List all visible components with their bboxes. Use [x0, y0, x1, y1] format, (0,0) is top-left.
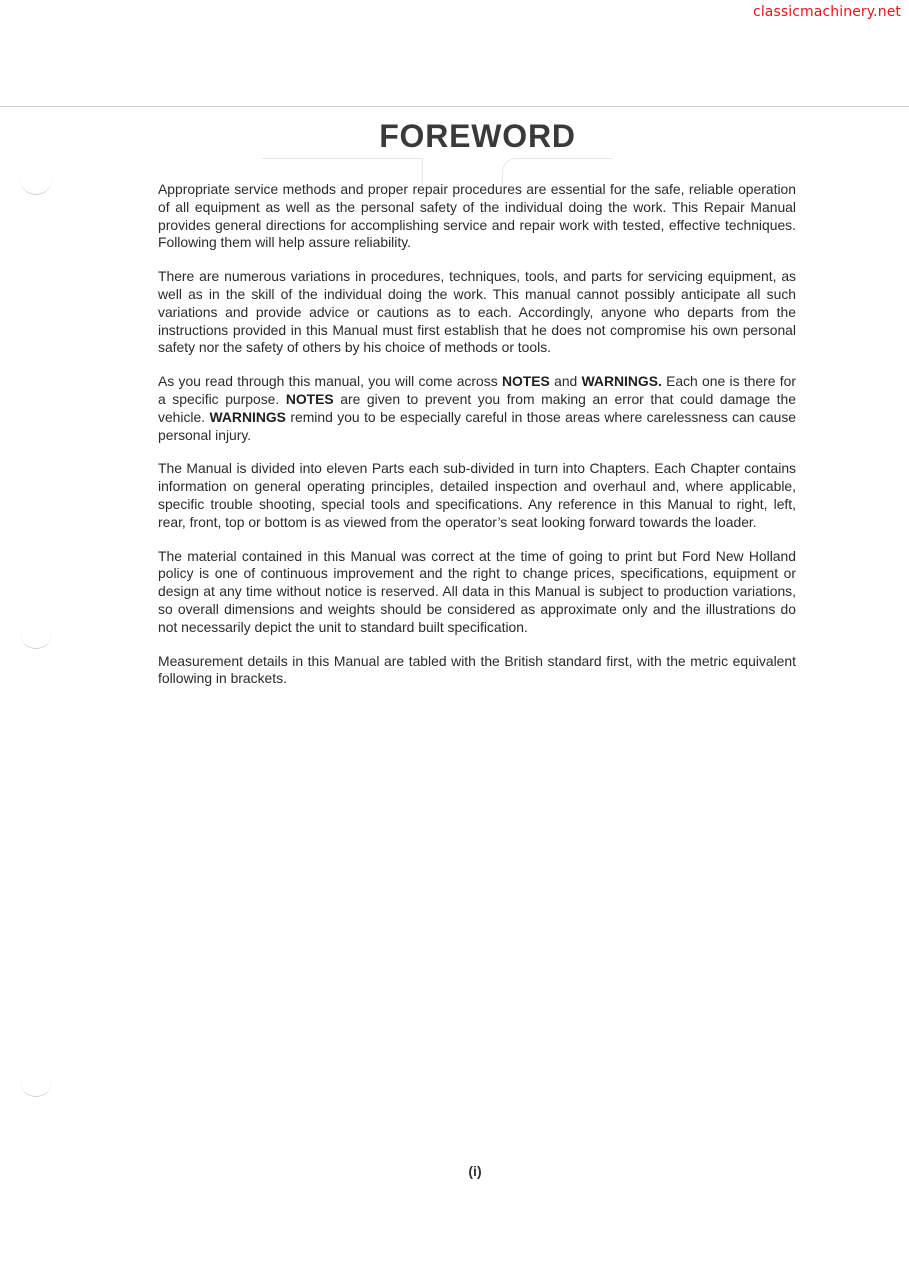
- page-title: FOREWORD: [379, 118, 576, 155]
- notes-keyword: NOTES: [501, 373, 550, 390]
- text-span: and: [549, 373, 582, 390]
- text-span: Each one is there for a specific purpose.: [158, 373, 796, 407]
- paragraph-manual-structure: The Manual is divided into eleven Parts each sub-divided in turn into Chapters. Each Chapter contains information on general operating principles, detailed inspection and overhaul and, where applicable, specific trouble shooting, special tools and specifications. Any reference in this Manual to right, left, rear, front, top or bottom is as viewed from the operator’s seat looking forward towards the loader.: [158, 460, 796, 530]
- watermark-link[interactable]: classicmachinery.net: [753, 4, 901, 20]
- warnings-keyword: WARNINGS.: [581, 373, 662, 390]
- page-number: (i): [468, 1163, 482, 1179]
- foreword-body: [158, 181, 796, 704]
- binder-hole-mark: [20, 178, 52, 195]
- paragraph-service-methods: Appropriate service methods and proper repair procedures are essential for the safe, reliable operation of all equipment as well as the personal safety of the individual doing the work. This Repair Manual provides general directions for accomplishing service and repair work with tested, effective techniques. Following them will help assure reliability.: [158, 181, 796, 251]
- text-span: are given to prevent you from making an error that could damage the vehicle.: [158, 390, 796, 425]
- paragraph-measurements: Measurement details in this Manual are tabled with the British standard first, with the metric equivalent following in brackets.: [158, 652, 796, 687]
- paragraph-variations: There are numerous variations in procedures, techniques, tools, and parts for servicing equipment, as well as in the skill of the individual doing the work. This manual cannot possibly anticipate all such variations and provide advice or cautions as to each. Accordingly, anyone who departs from the instructions provided in this Manual must first establish that he does not compromise his own personal safety nor the safety of others by his choice of methods or tools.: [158, 268, 796, 356]
- binder-hole-mark: [20, 632, 52, 649]
- text-span: As you read through this manual, you will come across: [158, 373, 502, 390]
- text-span: remind you to be especially careful in those areas where carelessness can cause personal injury.: [158, 408, 796, 443]
- warnings-keyword: WARNINGS: [209, 408, 286, 425]
- scan-divider-line: [0, 106, 909, 107]
- binder-hole-mark: [20, 1080, 52, 1097]
- paragraph-notes-warnings: [158, 373, 796, 444]
- notes-keyword: NOTES: [285, 390, 334, 407]
- paragraph-disclaimer: The material contained in this Manual was correct at the time of going to print but Ford New Holland policy is one of continuous improvement and the right to change prices, specifications, equipment or design at any time without notice is reserved. All data in this Manual is subject to production variations, so overall dimensions and weights should be considered as approximate only and the illustrations do not necessarily depict the unit to standard built specification.: [158, 547, 796, 635]
